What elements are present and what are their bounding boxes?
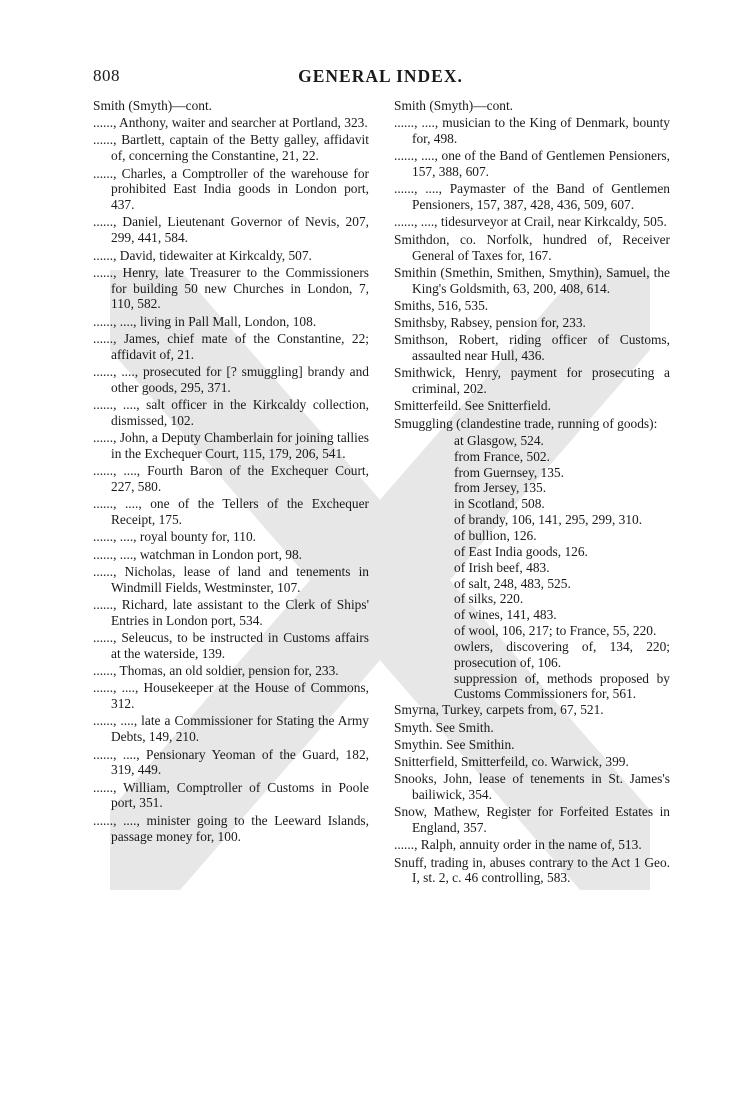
index-entry: ......, ...., musician to the King of Denmark, bounty for, 498.	[394, 115, 670, 147]
index-entry: ......, Anthony, waiter and searcher at Portland, 323.	[93, 115, 368, 131]
index-subentry: owlers, discovering of, 134, 220; prosecution of, 106.	[454, 638, 670, 670]
page-title: GENERAL INDEX.	[298, 66, 463, 86]
index-subentry: of salt, 248, 483, 525.	[454, 575, 571, 591]
index-entry: ......, ...., Pensionary Yeoman of the Guard, 182, 319, 449.	[93, 746, 369, 778]
index-entry: Snitterfield, Smitterfeild, co. Warwick, 399.	[394, 754, 629, 769]
index-subentry: of wines, 141, 483.	[454, 607, 557, 623]
index-entry: ......, ...., royal bounty for, 110.	[93, 529, 256, 545]
index-entry: ......, James, chief mate of the Constantine, 22; affidavit of, 21.	[93, 330, 369, 362]
index-entry: Smithwick, Henry, payment for prosecuting a criminal, 202.	[394, 365, 670, 397]
index-entry: Smythin. See Smithin.	[394, 736, 515, 752]
index-entry: ......, ...., salt officer in the Kirkcaldy collection, dismissed, 102.	[93, 397, 369, 428]
page-number: 808	[93, 66, 120, 85]
index-subentry: at Glasgow, 524.	[454, 432, 544, 448]
page-header	[93, 66, 668, 92]
index-entry: Smuggling (clandestine trade, running of goods):	[394, 415, 658, 431]
left-column	[93, 98, 369, 846]
index-entry: ......, ...., Housekeeper at the House of Commons, 312.	[93, 680, 369, 712]
index-subentry: of East India goods, 126.	[454, 543, 588, 559]
index-entry: ......, Seleucus, to be instructed in Customs affairs at the waterside, 139.	[93, 630, 369, 661]
index-entry: Smithin (Smethin, Smithen, Smythin), Samuel, the King's Goldsmith, 63, 200, 408, 614.	[394, 264, 670, 296]
index-subentry: of Irish beef, 483.	[454, 559, 550, 575]
index-entry: Smithsby, Rabsey, pension for, 233.	[394, 315, 586, 331]
index-entry: ......, Henry, late Treasurer to the Commissioners for building 50 new Churches in London, 7, 110, 582.	[93, 264, 369, 312]
index-entry: ......, ...., living in Pall Mall, London, 108.	[93, 313, 317, 329]
index-subentry: suppression of, methods proposed by Customs Commissioners for, 561.	[454, 670, 670, 702]
index-entry: ......, ...., watchman in London port, 98.	[93, 546, 303, 562]
index-entry: ......, Bartlett, captain of the Betty galley, affidavit of, concerning the Constantine, 21, 22.	[93, 132, 369, 164]
index-entry: ......, Daniel, Lieutenant Governor of Nevis, 207, 299, 441, 584.	[93, 214, 369, 246]
index-entry: ......, ...., one of the Tellers of the Exchequer Receipt, 175.	[93, 496, 369, 528]
index-subentry: in Scotland, 508.	[454, 496, 545, 512]
index-entry: ......, David, tidewaiter at Kirkcaldy, 507.	[93, 247, 312, 263]
index-entry: ......, John, a Deputy Chamberlain for joining tallies in the Exchequer Court, 115, 179, 206, 541.	[93, 430, 369, 462]
index-entry: Smyth. See Smith.	[394, 719, 494, 735]
index-subentry: of brandy, 106, 141, 295, 299, 310.	[454, 512, 643, 528]
index-entry: ......, ...., late a Commissioner for Stating the Army Debts, 149, 210.	[93, 713, 369, 745]
index-entry: ......, ...., Fourth Baron of the Exchequer Court, 227, 580.	[93, 463, 369, 495]
index-entry: ......, Ralph, annuity order in the name of, 513.	[394, 837, 642, 853]
index-entry: Smithson, Robert, riding officer of Customs, assaulted near Hull, 436.	[394, 332, 670, 364]
index-entry: ......, ...., Paymaster of the Band of Gentlemen Pensioners, 157, 387, 428, 436, 509, 607.	[394, 181, 670, 213]
index-heading: Smith (Smyth)—cont.	[394, 98, 514, 113]
index-entry: Smyrna, Turkey, carpets from, 67, 521.	[394, 702, 604, 718]
index-entry: ......, Nicholas, lease of land and tenements in Windmill Fields, Westminster, 107.	[93, 563, 369, 595]
index-entry: Smitterfeild. See Snitterfield.	[394, 398, 551, 414]
index-entry: Snooks, John, lease of tenements in St. James's bailiwick, 354.	[394, 771, 670, 803]
index-heading: Smith (Smyth)—cont.	[93, 98, 213, 113]
index-entry: ......, William, Comptroller of Customs in Poole port, 351.	[93, 779, 369, 811]
index-entry: ......, ...., one of the Band of Gentlemen Pensioners, 157, 388, 607.	[394, 148, 670, 180]
index-subentry: from Guernsey, 135.	[454, 464, 564, 480]
index-entry: ......, ...., tidesurveyor at Crail, near Kirkcaldy, 505.	[394, 214, 667, 230]
index-entry: ......, ...., prosecuted for [? smuggling] brandy and other goods, 295, 371.	[93, 364, 369, 395]
index-subentry: from Jersey, 135.	[454, 480, 547, 496]
index-entry: Snow, Mathew, Register for Forfeited Estates in England, 357.	[394, 804, 670, 836]
index-entry: Snuff, trading in, abuses contrary to the Act 1 Geo. I, st. 2, c. 46 controlling, 583.	[394, 854, 670, 886]
index-entry: ......, Charles, a Comptroller of the warehouse for prohibited East India goods in London port, 437.	[93, 165, 369, 213]
index-subentry: from France, 502.	[454, 448, 550, 464]
index-subentry: of silks, 220.	[454, 591, 524, 607]
index-entry: Smiths, 516, 535.	[394, 297, 489, 313]
index-subentry: of wool, 106, 217; to France, 55, 220.	[454, 623, 657, 639]
index-subentry: of bullion, 126.	[454, 528, 537, 544]
index-entry: ......, ...., minister going to the Leeward Islands, passage money for, 100.	[93, 812, 369, 844]
right-column	[394, 98, 670, 888]
index-entry: Smithdon, co. Norfolk, hundred of, Receiver General of Taxes for, 167.	[394, 231, 670, 263]
index-entry: ......, Richard, late assistant to the Clerk of Ships' Entries in London port, 534.	[93, 596, 369, 628]
index-entry: ......, Thomas, an old soldier, pension for, 233.	[93, 663, 339, 679]
